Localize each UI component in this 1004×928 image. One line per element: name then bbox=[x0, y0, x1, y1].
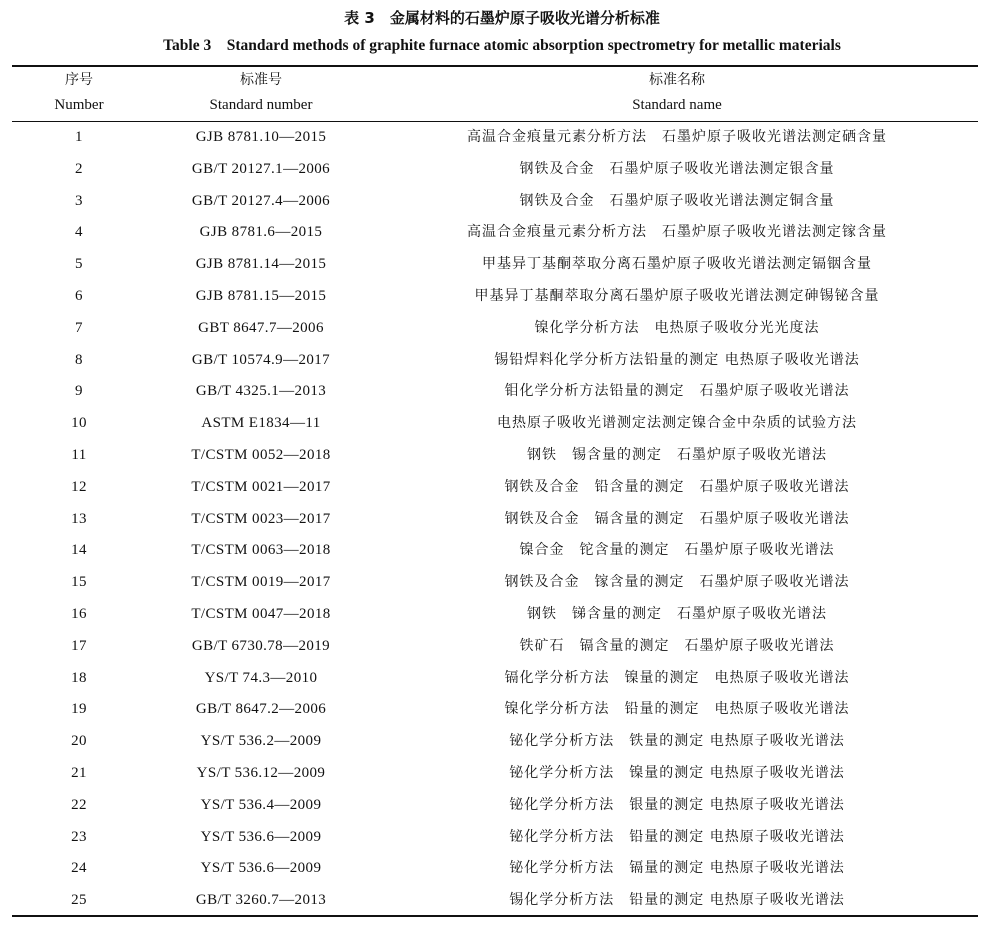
row-number: 15 bbox=[71, 574, 87, 591]
row-standard-name: 高温合金痕量元素分析方法 石墨炉原子吸收光谱法测定硒含量 bbox=[467, 129, 887, 145]
table-row bbox=[12, 504, 978, 536]
row-standard-name: 铁矿石 镉含量的测定 石墨炉原子吸收光谱法 bbox=[519, 637, 835, 654]
row-standard-name: 钢铁及合金 镉含量的测定 石墨炉原子吸收光谱法 bbox=[504, 510, 850, 527]
row-number: 23 bbox=[71, 828, 87, 845]
row-standard-name: 镍化学分析方法 电热原子吸收分光光度法 bbox=[534, 319, 820, 336]
row-standard-number: GBT 8647.7—2006 bbox=[198, 319, 324, 336]
table-row bbox=[12, 281, 978, 313]
row-number: 18 bbox=[71, 669, 87, 686]
table-row bbox=[12, 758, 978, 790]
header-number-en: Number bbox=[54, 97, 104, 113]
row-standard-name: 锡铅焊料化学分析方法铅量的测定 电热原子吸收光谱法 bbox=[494, 351, 860, 368]
row-standard-number: GB/T 8647.2—2006 bbox=[195, 701, 327, 718]
row-standard-name: 铋化学分析方法 铅量的测定 电热原子吸收光谱法 bbox=[509, 828, 845, 845]
row-standard-number: GJB 8781.10—2015 bbox=[195, 129, 327, 145]
table-row bbox=[12, 567, 978, 599]
row-standard-name: 铋化学分析方法 银量的测定 电热原子吸收光谱法 bbox=[509, 796, 845, 813]
row-standard-name: 电热原子吸收光谱测定法测定镍合金中杂质的试验方法 bbox=[497, 415, 857, 432]
table-row bbox=[12, 313, 978, 345]
row-number: 5 bbox=[75, 256, 83, 273]
table-header bbox=[12, 68, 978, 120]
table-row bbox=[12, 663, 978, 695]
row-standard-number: ASTM E1834—11 bbox=[201, 415, 321, 432]
row-standard-number: T/CSTM 0023—2017 bbox=[191, 510, 331, 527]
row-standard-number: GB/T 4325.1—2013 bbox=[195, 383, 327, 400]
row-standard-number: YS/T 74.3—2010 bbox=[204, 669, 318, 686]
row-standard-name: 钼化学分析方法铅量的测定 石墨炉原子吸收光谱法 bbox=[504, 383, 850, 400]
table-row bbox=[12, 408, 978, 440]
table-row bbox=[12, 535, 978, 567]
row-standard-name: 高温合金痕量元素分析方法 石墨炉原子吸收光谱法测定镓含量 bbox=[467, 224, 887, 241]
row-standard-name: 锡化学分析方法 铅量的测定 电热原子吸收光谱法 bbox=[509, 892, 845, 909]
row-number: 22 bbox=[71, 796, 87, 813]
header-standard-number-cn: 标准号 bbox=[240, 72, 282, 88]
row-number: 4 bbox=[75, 224, 83, 241]
row-standard-number: GJB 8781.15—2015 bbox=[195, 287, 327, 304]
row-number: 25 bbox=[71, 892, 87, 909]
table-row bbox=[12, 726, 978, 758]
table-row bbox=[12, 694, 978, 726]
row-number: 16 bbox=[71, 605, 87, 622]
header-standard-name-cn: 标准名称 bbox=[649, 72, 705, 88]
row-standard-name: 钢铁及合金 镓含量的测定 石墨炉原子吸收光谱法 bbox=[504, 574, 850, 591]
table-row bbox=[12, 249, 978, 281]
table-row bbox=[12, 440, 978, 472]
row-standard-number: T/CSTM 0063—2018 bbox=[191, 542, 331, 559]
table-row bbox=[12, 790, 978, 822]
header-standard-name bbox=[376, 68, 978, 117]
row-standard-number: YS/T 536.6—2009 bbox=[200, 860, 322, 877]
row-number: 10 bbox=[71, 415, 87, 432]
row-standard-name: 铋化学分析方法 镍量的测定 电热原子吸收光谱法 bbox=[509, 764, 845, 781]
row-standard-number: T/CSTM 0052—2018 bbox=[191, 446, 331, 463]
row-standard-name: 镍化学分析方法 铅量的测定 电热原子吸收光谱法 bbox=[504, 701, 850, 718]
row-standard-number: YS/T 536.2—2009 bbox=[200, 733, 322, 750]
table-row bbox=[12, 217, 978, 249]
row-standard-number: YS/T 536.12—2009 bbox=[196, 764, 326, 781]
row-standard-number: T/CSTM 0021—2017 bbox=[191, 478, 331, 495]
row-number: 12 bbox=[71, 478, 87, 495]
row-number: 17 bbox=[71, 637, 87, 654]
header-standard-name-en: Standard name bbox=[632, 97, 722, 113]
row-number: 13 bbox=[71, 510, 87, 527]
table-top-rule bbox=[12, 65, 978, 67]
row-standard-name: 钢铁 锡含量的测定 石墨炉原子吸收光谱法 bbox=[527, 446, 827, 463]
row-number: 19 bbox=[71, 701, 87, 718]
row-standard-number: YS/T 536.6—2009 bbox=[200, 828, 322, 845]
header-number-cn: 序号 bbox=[65, 72, 93, 88]
row-standard-number: GB/T 20127.1—2006 bbox=[191, 160, 331, 177]
row-number: 2 bbox=[75, 160, 83, 177]
table-row bbox=[12, 186, 978, 218]
row-standard-name: 甲基异丁基酮萃取分离石墨炉原子吸收光谱法测定砷锡铋含量 bbox=[474, 287, 880, 304]
row-number: 7 bbox=[75, 319, 83, 336]
row-standard-name: 铋化学分析方法 铁量的测定 电热原子吸收光谱法 bbox=[509, 733, 845, 750]
row-number: 3 bbox=[75, 192, 83, 209]
row-number: 21 bbox=[71, 764, 87, 781]
row-standard-number: T/CSTM 0047—2018 bbox=[191, 605, 331, 622]
header-number bbox=[12, 68, 146, 117]
row-standard-number: GB/T 3260.7—2013 bbox=[195, 892, 327, 909]
row-standard-name: 钢铁及合金 石墨炉原子吸收光谱法测定银含量 bbox=[519, 160, 835, 177]
row-standard-name: 甲基异丁基酮萃取分离石墨炉原子吸收光谱法测定镉铟含量 bbox=[482, 256, 872, 273]
row-standard-name: 钢铁及合金 石墨炉原子吸收光谱法测定铜含量 bbox=[519, 192, 835, 209]
row-standard-name: 镉化学分析方法 镍量的测定 电热原子吸收光谱法 bbox=[504, 669, 850, 686]
table-title-cn: 表 3 金属材料的石墨炉原子吸收光谱分析标准 bbox=[344, 9, 660, 27]
row-number: 14 bbox=[71, 542, 87, 559]
row-standard-number: GB/T 10574.9—2017 bbox=[191, 351, 331, 368]
table-row bbox=[12, 122, 978, 154]
table-title-en: Table 3 Standard methods of graphite furnace atomic absorption spectrometry for metallic materials bbox=[163, 37, 841, 54]
row-number: 20 bbox=[71, 733, 87, 750]
table-row bbox=[12, 376, 978, 408]
table-row bbox=[12, 472, 978, 504]
row-standard-name: 铋化学分析方法 镉量的测定 电热原子吸收光谱法 bbox=[509, 860, 845, 877]
table-row bbox=[12, 599, 978, 631]
table-row bbox=[12, 853, 978, 885]
row-standard-name: 钢铁及合金 铅含量的测定 石墨炉原子吸收光谱法 bbox=[504, 478, 850, 495]
row-standard-number: GJB 8781.14—2015 bbox=[195, 256, 327, 273]
table-row bbox=[12, 822, 978, 854]
row-number: 9 bbox=[75, 383, 83, 400]
row-standard-number: GB/T 20127.4—2006 bbox=[191, 192, 331, 209]
table-body bbox=[12, 122, 978, 917]
table-row bbox=[12, 631, 978, 663]
row-standard-number: GJB 8781.6—2015 bbox=[199, 224, 323, 241]
row-number: 8 bbox=[75, 351, 83, 368]
row-number: 6 bbox=[75, 287, 83, 304]
row-number: 11 bbox=[71, 446, 87, 463]
table-bottom-rule bbox=[12, 915, 978, 917]
row-standard-number: YS/T 536.4—2009 bbox=[200, 796, 322, 813]
row-standard-name: 钢铁 锑含量的测定 石墨炉原子吸收光谱法 bbox=[527, 605, 827, 622]
table-row bbox=[12, 885, 978, 917]
row-number: 24 bbox=[71, 860, 87, 877]
table-row bbox=[12, 345, 978, 377]
header-standard-number-en: Standard number bbox=[209, 97, 313, 113]
row-standard-number: T/CSTM 0019—2017 bbox=[191, 574, 331, 591]
row-standard-number: GB/T 6730.78—2019 bbox=[191, 637, 331, 654]
header-standard-number bbox=[146, 68, 376, 117]
row-standard-name: 镍合金 铊含量的测定 石墨炉原子吸收光谱法 bbox=[519, 542, 835, 559]
row-number: 1 bbox=[75, 129, 83, 145]
table-row bbox=[12, 154, 978, 186]
